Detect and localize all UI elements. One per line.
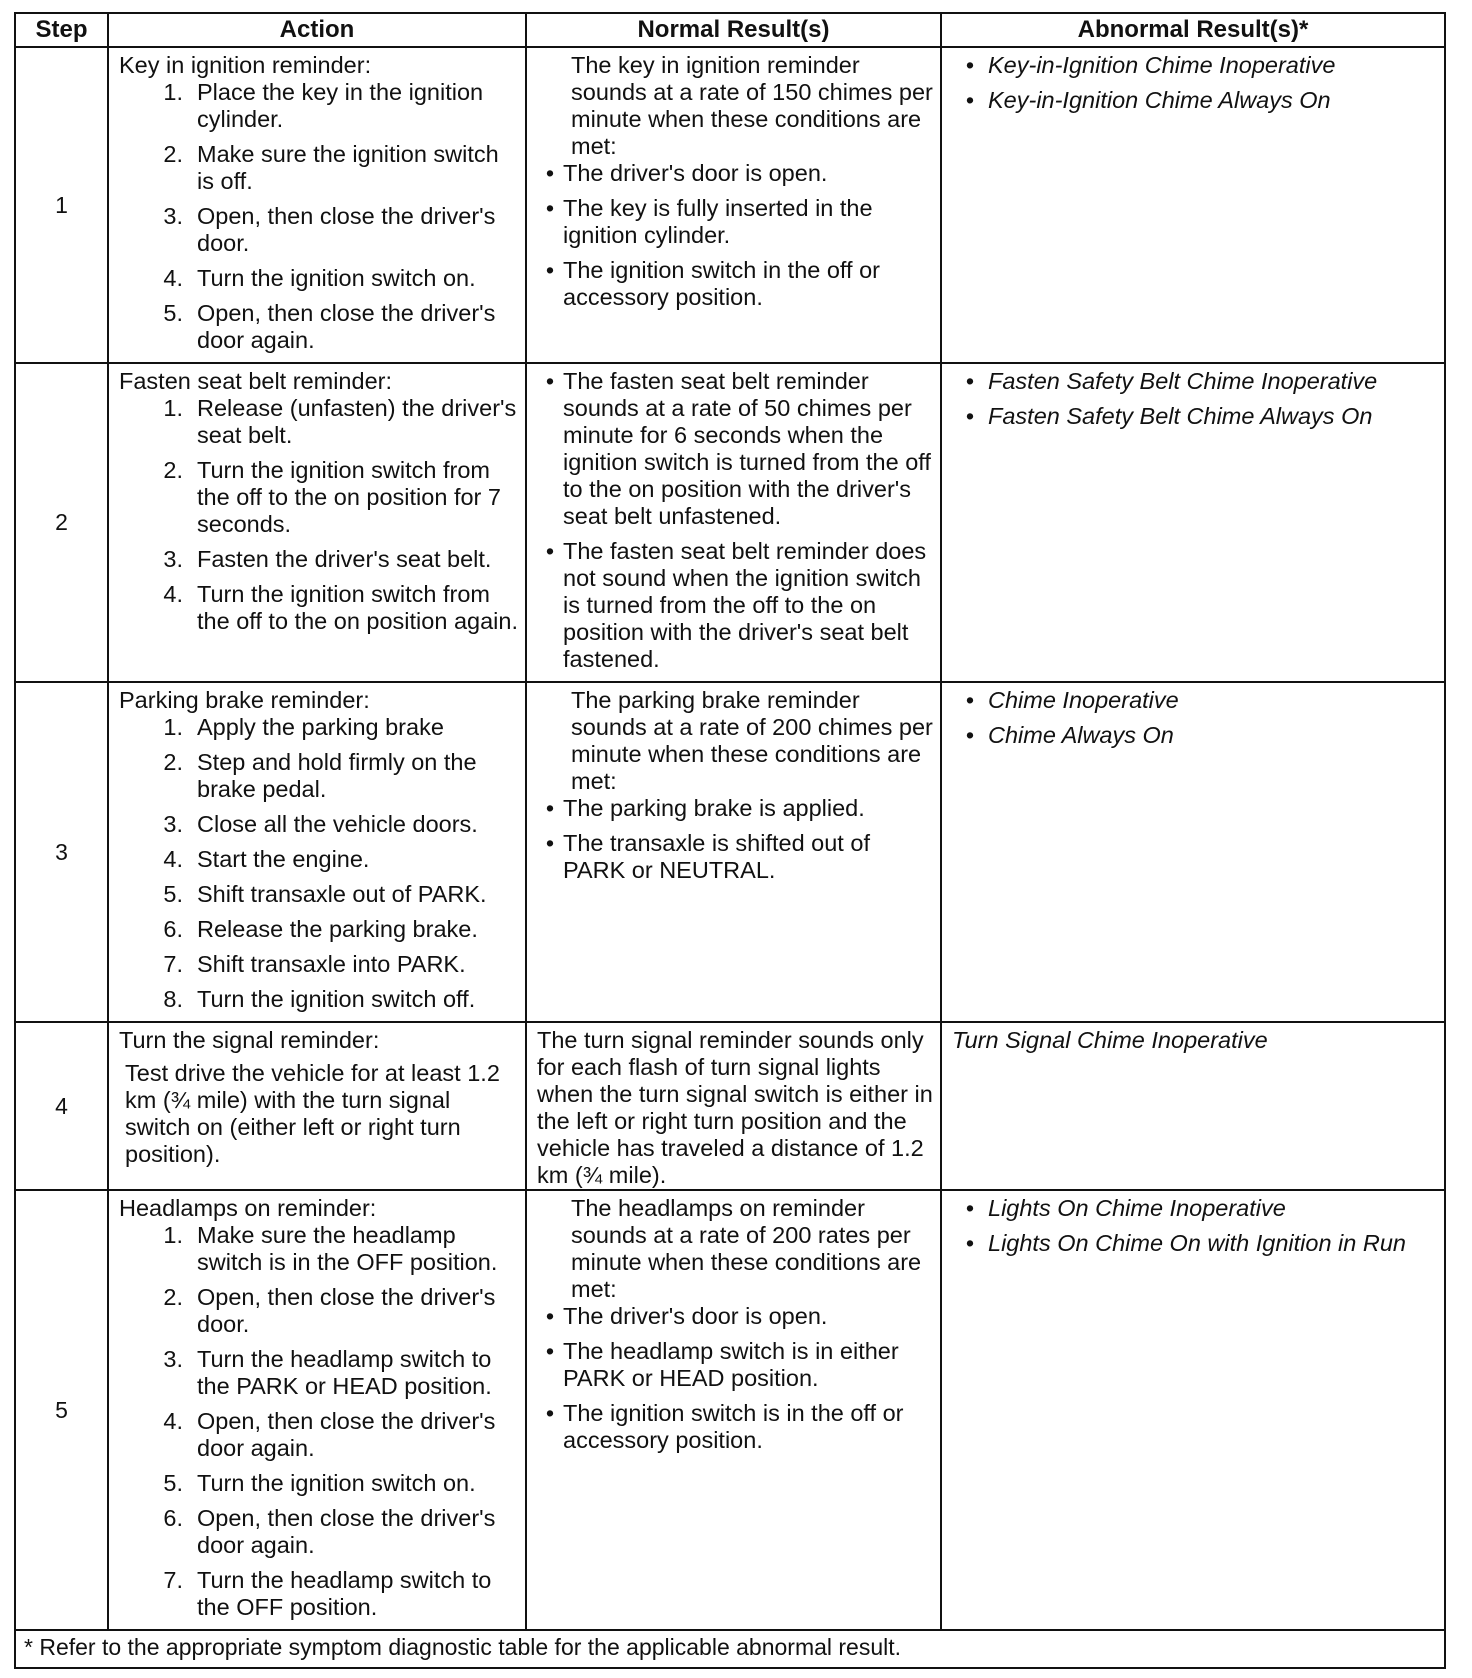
header-normal-results: Normal Result(s): [526, 13, 941, 47]
step-item-number: 6.: [163, 916, 183, 942]
list-item: [119, 986, 519, 1013]
abnormal-result-text: Fasten Safety Belt Chime Always On: [988, 403, 1373, 429]
list-item: [119, 265, 519, 292]
step-number: 1: [15, 47, 108, 363]
step-item-text: Close all the vehicle doors.: [197, 811, 478, 837]
step-item-text: Shift transaxle out of PARK.: [197, 881, 487, 907]
bullet-icon: •: [965, 1195, 975, 1221]
step-item-text: Apply the parking brake: [197, 714, 444, 740]
action-intro: Turn the signal reminder:: [119, 1027, 380, 1053]
action-steps: [119, 1222, 519, 1621]
bullet-icon: •: [965, 52, 975, 78]
bullet-icon: •: [965, 1230, 975, 1256]
abnormal-result-text: Lights On Chime Inoperative: [988, 1195, 1286, 1221]
header-action: Action: [108, 13, 526, 47]
list-item: [537, 368, 934, 530]
bullet-text: The driver's door is open.: [563, 160, 828, 186]
normal-intro: The parking brake reminder sounds at a rate of 200 chimes per minute when these conditions are met:: [571, 687, 933, 794]
bullet-text: The transaxle is shifted out of PARK or NEUTRAL.: [563, 830, 870, 883]
step-item-number: 4.: [163, 1408, 183, 1434]
footnote-row: [15, 1630, 1445, 1668]
normal-results-list: [537, 368, 934, 673]
list-item: [119, 203, 519, 257]
list-item: [537, 195, 934, 249]
normal-results-cell: [526, 682, 941, 1022]
list-item: [119, 749, 519, 803]
abnormal-result-text: Turn Signal Chime Inoperative: [952, 1027, 1268, 1053]
normal-results-list: [537, 795, 934, 884]
abnormal-result-text: Chime Always On: [988, 722, 1174, 748]
table-row: [15, 1022, 1445, 1190]
step-number: 5: [15, 1190, 108, 1630]
step-item-number: 5.: [163, 881, 183, 907]
bullet-icon: •: [545, 257, 555, 283]
normal-results-list: [537, 1303, 934, 1454]
normal-results-cell: [526, 1190, 941, 1630]
table-body: [15, 47, 1445, 1630]
bullet-icon: •: [545, 195, 555, 221]
abnormal-result-text: Chime Inoperative: [988, 687, 1179, 713]
table-row: [15, 682, 1445, 1022]
step-item-text: Start the engine.: [197, 846, 370, 872]
action-text: Test drive the vehicle for at least 1.2 km (¾ mile) with the turn signal switch on (either left or right turn position).: [125, 1060, 500, 1167]
normal-results-list: [537, 160, 934, 311]
list-item: [952, 722, 1438, 749]
step-item-number: 5.: [163, 1470, 183, 1496]
normal-results-cell: [526, 363, 941, 682]
list-item: [952, 87, 1438, 114]
list-item: [537, 795, 934, 822]
action-intro: Fasten seat belt reminder:: [119, 368, 392, 394]
normal-text: The turn signal reminder sounds only for each flash of turn signal lights when the turn signal switch is either in the left or right turn position and the vehicle has traveled a distance of 1.2 km (¾ mile).: [537, 1027, 933, 1188]
bullet-icon: •: [545, 368, 555, 394]
table-row: [15, 47, 1445, 363]
step-item-number: 6.: [163, 1505, 183, 1531]
abnormal-results-list: [952, 368, 1438, 430]
step-item-number: 1.: [163, 714, 183, 740]
list-item: [119, 141, 519, 195]
bullet-text: The headlamp switch is in either PARK or HEAD position.: [563, 1338, 899, 1391]
step-item-text: Turn the ignition switch on.: [197, 265, 476, 291]
step-item-text: Make sure the ignition switch is off.: [197, 141, 499, 194]
bullet-text: The ignition switch is in the off or accessory position.: [563, 1400, 904, 1453]
step-item-text: Turn the ignition switch from the off to the on position for 7 seconds.: [197, 457, 501, 537]
list-item: [537, 257, 934, 311]
normal-results-cell: [526, 47, 941, 363]
step-item-text: Open, then close the driver's door again.: [197, 1408, 496, 1461]
action-intro: Key in ignition reminder:: [119, 52, 372, 78]
list-item: [537, 1303, 934, 1330]
bullet-icon: •: [545, 538, 555, 564]
list-item: [119, 1567, 519, 1621]
step-item-number: 7.: [163, 1567, 183, 1593]
step-item-text: Turn the ignition switch off.: [197, 986, 476, 1012]
step-item-number: 2.: [163, 749, 183, 775]
step-item-text: Make sure the headlamp switch is in the OFF position.: [197, 1222, 498, 1275]
step-item-number: 3.: [163, 203, 183, 229]
diagnostic-table: [14, 12, 1446, 1669]
step-item-text: Step and hold firmly on the brake pedal.: [197, 749, 477, 802]
table-row: [15, 1190, 1445, 1630]
bullet-text: The driver's door is open.: [563, 1303, 828, 1329]
list-item: [537, 830, 934, 884]
step-item-number: 3.: [163, 811, 183, 837]
step-item-number: 4.: [163, 265, 183, 291]
step-item-text: Open, then close the driver's door again.: [197, 300, 496, 353]
action-steps: [119, 79, 519, 354]
action-cell: [108, 682, 526, 1022]
list-item: [119, 1284, 519, 1338]
step-number: 3: [15, 682, 108, 1022]
action-intro: Parking brake reminder:: [119, 687, 370, 713]
action-steps: [119, 395, 519, 635]
abnormal-result-text: Key-in-Ignition Chime Inoperative: [988, 52, 1336, 78]
list-item: [952, 368, 1438, 395]
bullet-text: The key is fully inserted in the ignition cylinder.: [563, 195, 873, 248]
list-item: [537, 538, 934, 673]
step-item-number: 2.: [163, 141, 183, 167]
abnormal-results-cell: [941, 682, 1445, 1022]
abnormal-results-cell: [941, 47, 1445, 363]
bullet-icon: •: [545, 795, 555, 821]
list-item: [952, 52, 1438, 79]
list-item: [119, 1408, 519, 1462]
action-cell: [108, 1190, 526, 1630]
bullet-icon: •: [545, 160, 555, 186]
normal-intro: The headlamps on reminder sounds at a rate of 200 rates per minute when these conditions are met:: [571, 1195, 922, 1302]
bullet-text: The parking brake is applied.: [563, 795, 865, 821]
list-item: [537, 160, 934, 187]
step-item-text: Fasten the driver's seat belt.: [197, 546, 492, 572]
step-item-number: 7.: [163, 951, 183, 977]
action-cell: [108, 363, 526, 682]
list-item: [119, 1470, 519, 1497]
step-item-text: Shift transaxle into PARK.: [197, 951, 466, 977]
step-item-text: Turn the headlamp switch to the OFF position.: [197, 1567, 492, 1620]
header-step: Step: [15, 13, 108, 47]
list-item: [119, 1505, 519, 1559]
step-item-number: 2.: [163, 457, 183, 483]
list-item: [119, 951, 519, 978]
list-item: [119, 881, 519, 908]
abnormal-results-list: [952, 52, 1438, 114]
footnote: * Refer to the appropriate symptom diagnostic table for the applicable abnormal result.: [15, 1630, 1445, 1668]
abnormal-result-text: Key-in-Ignition Chime Always On: [988, 87, 1331, 113]
bullet-icon: •: [965, 87, 975, 113]
header-abnormal-results: Abnormal Result(s)*: [941, 13, 1445, 47]
bullet-icon: •: [965, 687, 975, 713]
table-header-row: [15, 13, 1445, 47]
action-intro: Headlamps on reminder:: [119, 1195, 377, 1221]
step-number: 2: [15, 363, 108, 682]
step-number: 4: [15, 1022, 108, 1190]
action-cell: [108, 1022, 526, 1190]
step-item-number: 3.: [163, 1346, 183, 1372]
list-item: [119, 811, 519, 838]
list-item: [119, 395, 519, 449]
list-item: [119, 1222, 519, 1276]
bullet-icon: •: [545, 1303, 555, 1329]
step-item-number: 1.: [163, 1222, 183, 1248]
step-item-text: Release the parking brake.: [197, 916, 478, 942]
list-item: [119, 300, 519, 354]
step-item-text: Turn the ignition switch from the off to the on position again.: [197, 581, 518, 634]
bullet-text: The ignition switch in the off or accessory position.: [563, 257, 880, 310]
list-item: [952, 1230, 1438, 1257]
abnormal-results-list: [952, 687, 1438, 749]
step-item-text: Release (unfasten) the driver's seat belt.: [197, 395, 517, 448]
bullet-icon: •: [545, 1400, 555, 1426]
list-item: [119, 581, 519, 635]
list-item: [952, 1195, 1438, 1222]
normal-intro: The key in ignition reminder sounds at a rate of 150 chimes per minute when these conditions are met:: [571, 52, 933, 159]
step-item-number: 1.: [163, 395, 183, 421]
action-steps: [119, 714, 519, 1013]
list-item: [952, 687, 1438, 714]
step-item-text: Open, then close the driver's door.: [197, 203, 496, 256]
bullet-icon: •: [545, 1338, 555, 1364]
bullet-text: The fasten seat belt reminder does not sound when the ignition switch is turned from the off to the on position with the driver's seat belt fastened.: [563, 538, 927, 672]
list-item: [119, 714, 519, 741]
bullet-icon: •: [965, 368, 975, 394]
step-item-number: 4.: [163, 581, 183, 607]
step-item-number: 8.: [163, 986, 183, 1012]
list-item: [119, 846, 519, 873]
abnormal-results-cell: [941, 1190, 1445, 1630]
abnormal-results-cell: [941, 363, 1445, 682]
step-item-number: 4.: [163, 846, 183, 872]
bullet-text: The fasten seat belt reminder sounds at a rate of 50 chimes per minute for 6 seconds when the ignition switch is turned from the off to the on position with the driver's seat belt unfastened.: [563, 368, 931, 529]
abnormal-result-text: Lights On Chime On with Ignition in Run: [988, 1230, 1406, 1256]
list-item: [952, 403, 1438, 430]
step-item-text: Open, then close the driver's door again.: [197, 1505, 496, 1558]
list-item: [537, 1338, 934, 1392]
list-item: [119, 79, 519, 133]
step-item-text: Turn the ignition switch on.: [197, 1470, 476, 1496]
step-item-number: 5.: [163, 300, 183, 326]
step-item-number: 2.: [163, 1284, 183, 1310]
normal-results-cell: [526, 1022, 941, 1190]
bullet-icon: •: [965, 722, 975, 748]
list-item: [537, 1400, 934, 1454]
abnormal-result-text: Fasten Safety Belt Chime Inoperative: [988, 368, 1378, 394]
step-item-text: Place the key in the ignition cylinder.: [197, 79, 484, 132]
abnormal-results-list: [952, 1195, 1438, 1257]
step-item-number: 1.: [163, 79, 183, 105]
action-cell: [108, 47, 526, 363]
step-item-text: Open, then close the driver's door.: [197, 1284, 496, 1337]
list-item: [119, 1346, 519, 1400]
step-item-number: 3.: [163, 546, 183, 572]
bullet-icon: •: [965, 403, 975, 429]
table-row: [15, 363, 1445, 682]
list-item: [119, 457, 519, 538]
list-item: [119, 916, 519, 943]
bullet-icon: •: [545, 830, 555, 856]
step-item-text: Turn the headlamp switch to the PARK or HEAD position.: [197, 1346, 492, 1399]
abnormal-results-cell: [941, 1022, 1445, 1190]
list-item: [119, 546, 519, 573]
